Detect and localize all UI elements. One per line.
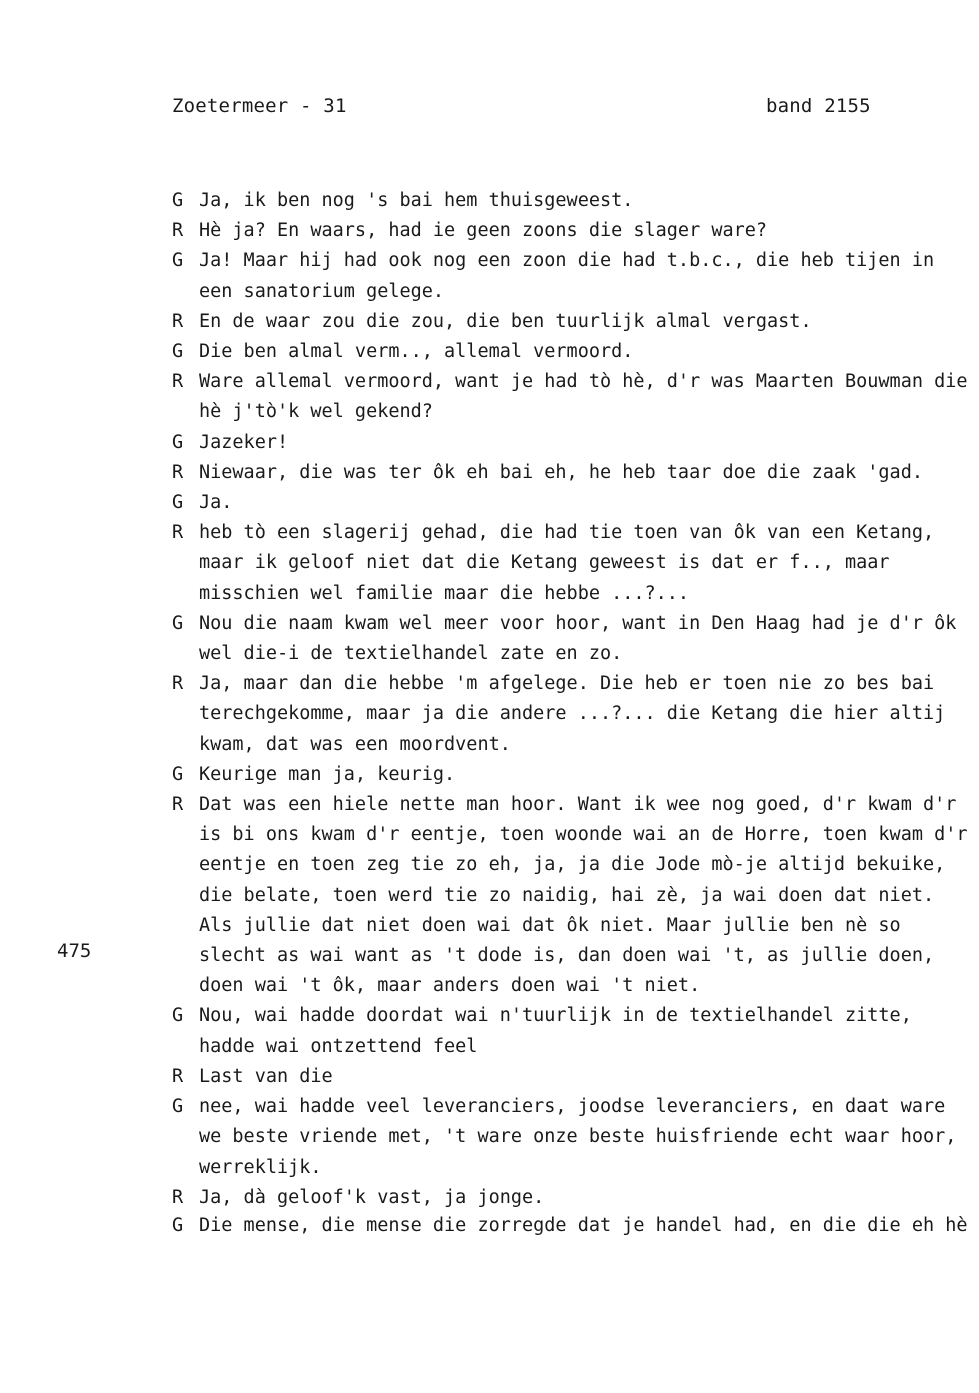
- speaker-label: G: [172, 1005, 184, 1027]
- utterance-text: Ja.: [199, 492, 233, 514]
- utterance-text: Ja, maar dan die hebbe 'm afgelege. Die heb er toen nie zo bes bai terechgekomme, maar ja die andere ...?... die Ketang die hier altij kwam, dat was een moordvent.: [199, 673, 946, 755]
- transcript-turn: [172, 1213, 972, 1239]
- transcript-turn: [172, 216, 972, 246]
- speaker-label: G: [172, 250, 184, 272]
- speaker-label: R: [172, 1065, 184, 1087]
- header-tape-number: band 2155: [766, 95, 871, 117]
- transcript-turn: [172, 246, 972, 306]
- utterance-text: Dat was een hiele nette man hoor. Want ik wee nog goed, d'r kwam d'r is bi ons kwam d'r eentje, toen woonde wai an de Horre, toen kwam d'r eentje en toen zeg tie zo eh, ja, ja die Jode mò-je altijd bekuike, die belate, toen werd tie zo naidig, hai zè, ja wai doen dat niet. Als jullie dat niet doen wai dat ôk niet. Maar jullie ben nè so slecht as wai want as 't dode is, dan doen wai 't, as jullie doen, doen wai 't ôk, maar anders doen wai 't niet.: [199, 794, 968, 997]
- speaker-label: G: [172, 431, 184, 453]
- speaker-label: R: [172, 673, 184, 695]
- speaker-label: R: [172, 461, 184, 483]
- speaker-label: R: [172, 794, 184, 816]
- transcript-turn: [172, 1062, 972, 1092]
- utterance-text: Die mense, die mense die zorregde dat je handel had, en die die eh hè: [199, 1214, 968, 1236]
- utterance-text: Ja! Maar hij had ook nog een zoon die had t.b.c., die heb tijen in een sanatorium gelege.: [199, 250, 935, 302]
- utterance-text: Die ben almal verm.., allemal vermoord.: [199, 341, 634, 363]
- transcript: [172, 186, 972, 1239]
- speaker-label: R: [172, 522, 184, 544]
- speaker-label: R: [172, 1186, 184, 1208]
- utterance-text: Ja, ik ben nog 's bai hem thuisgeweest.: [199, 190, 634, 211]
- speaker-label: G: [172, 1096, 184, 1118]
- transcript-turn: [172, 609, 972, 669]
- utterance-text: Hè ja? En waars, had ie geen zoons die slager ware?: [199, 220, 768, 242]
- speaker-label: R: [172, 310, 184, 332]
- utterance-text: Ware allemal vermoord, want je had tò hè, d'r was Maarten Bouwman die hè j'tò'k wel gekend?: [199, 371, 968, 423]
- transcript-turn: [172, 186, 972, 216]
- transcript-turn: [172, 307, 972, 337]
- margin-number: 475: [57, 940, 92, 962]
- transcript-turn: [172, 1001, 972, 1061]
- speaker-label: G: [172, 492, 184, 514]
- utterance-text: Keurige man ja, keurig.: [199, 763, 456, 785]
- utterance-text: Nou die naam kwam wel meer voor hoor, want in Den Haag had je d'r ôk wel die-i de textielhandel zate en zo.: [199, 612, 957, 665]
- speaker-label: G: [172, 612, 184, 634]
- transcript-turn: [172, 337, 972, 367]
- header-location: Zoetermeer - 31: [172, 95, 347, 117]
- transcript-turn: [172, 1183, 972, 1213]
- utterance-text: nee, wai hadde veel leveranciers, joodse leveranciers, en daat ware we beste vriende met, 't ware onze beste huisfriende echt waar hoor, werreklijk.: [199, 1096, 957, 1178]
- utterance-text: Jazeker!: [199, 431, 289, 453]
- transcript-turn: [172, 458, 972, 488]
- utterance-text: heb tò een slagerij gehad, die had tie toen van ôk van een Ketang, maar ik geloof niet dat die Ketang geweest is dat er f.., maar misschien wel familie maar die hebbe ...?...: [199, 522, 935, 604]
- transcript-turn: [172, 760, 972, 790]
- transcript-turn: [172, 488, 972, 518]
- transcript-turn: [172, 1092, 972, 1183]
- utterance-text: Ja, dà geloof'k vast, ja jonge.: [199, 1186, 545, 1208]
- speaker-label: G: [172, 190, 184, 211]
- transcript-turn: [172, 790, 972, 1001]
- speaker-label: R: [172, 371, 184, 393]
- utterance-text: En de waar zou die zou, die ben tuurlijk almal vergast.: [199, 310, 812, 332]
- transcript-turn: [172, 428, 972, 458]
- speaker-label: R: [172, 220, 184, 242]
- utterance-text: Nou, wai hadde doordat wai n'tuurlijk in de textielhandel zitte, hadde wai ontzettend feel: [199, 1005, 912, 1057]
- utterance-text: Last van die: [199, 1065, 333, 1087]
- speaker-label: G: [172, 763, 184, 785]
- transcript-turn: [172, 367, 972, 427]
- utterance-text: Niewaar, die was ter ôk eh bai eh, he heb taar doe die zaak 'gad.: [199, 461, 923, 483]
- speaker-label: G: [172, 341, 184, 363]
- transcript-turn: [172, 669, 972, 760]
- speaker-label: G: [172, 1214, 184, 1236]
- transcript-turn: [172, 518, 972, 609]
